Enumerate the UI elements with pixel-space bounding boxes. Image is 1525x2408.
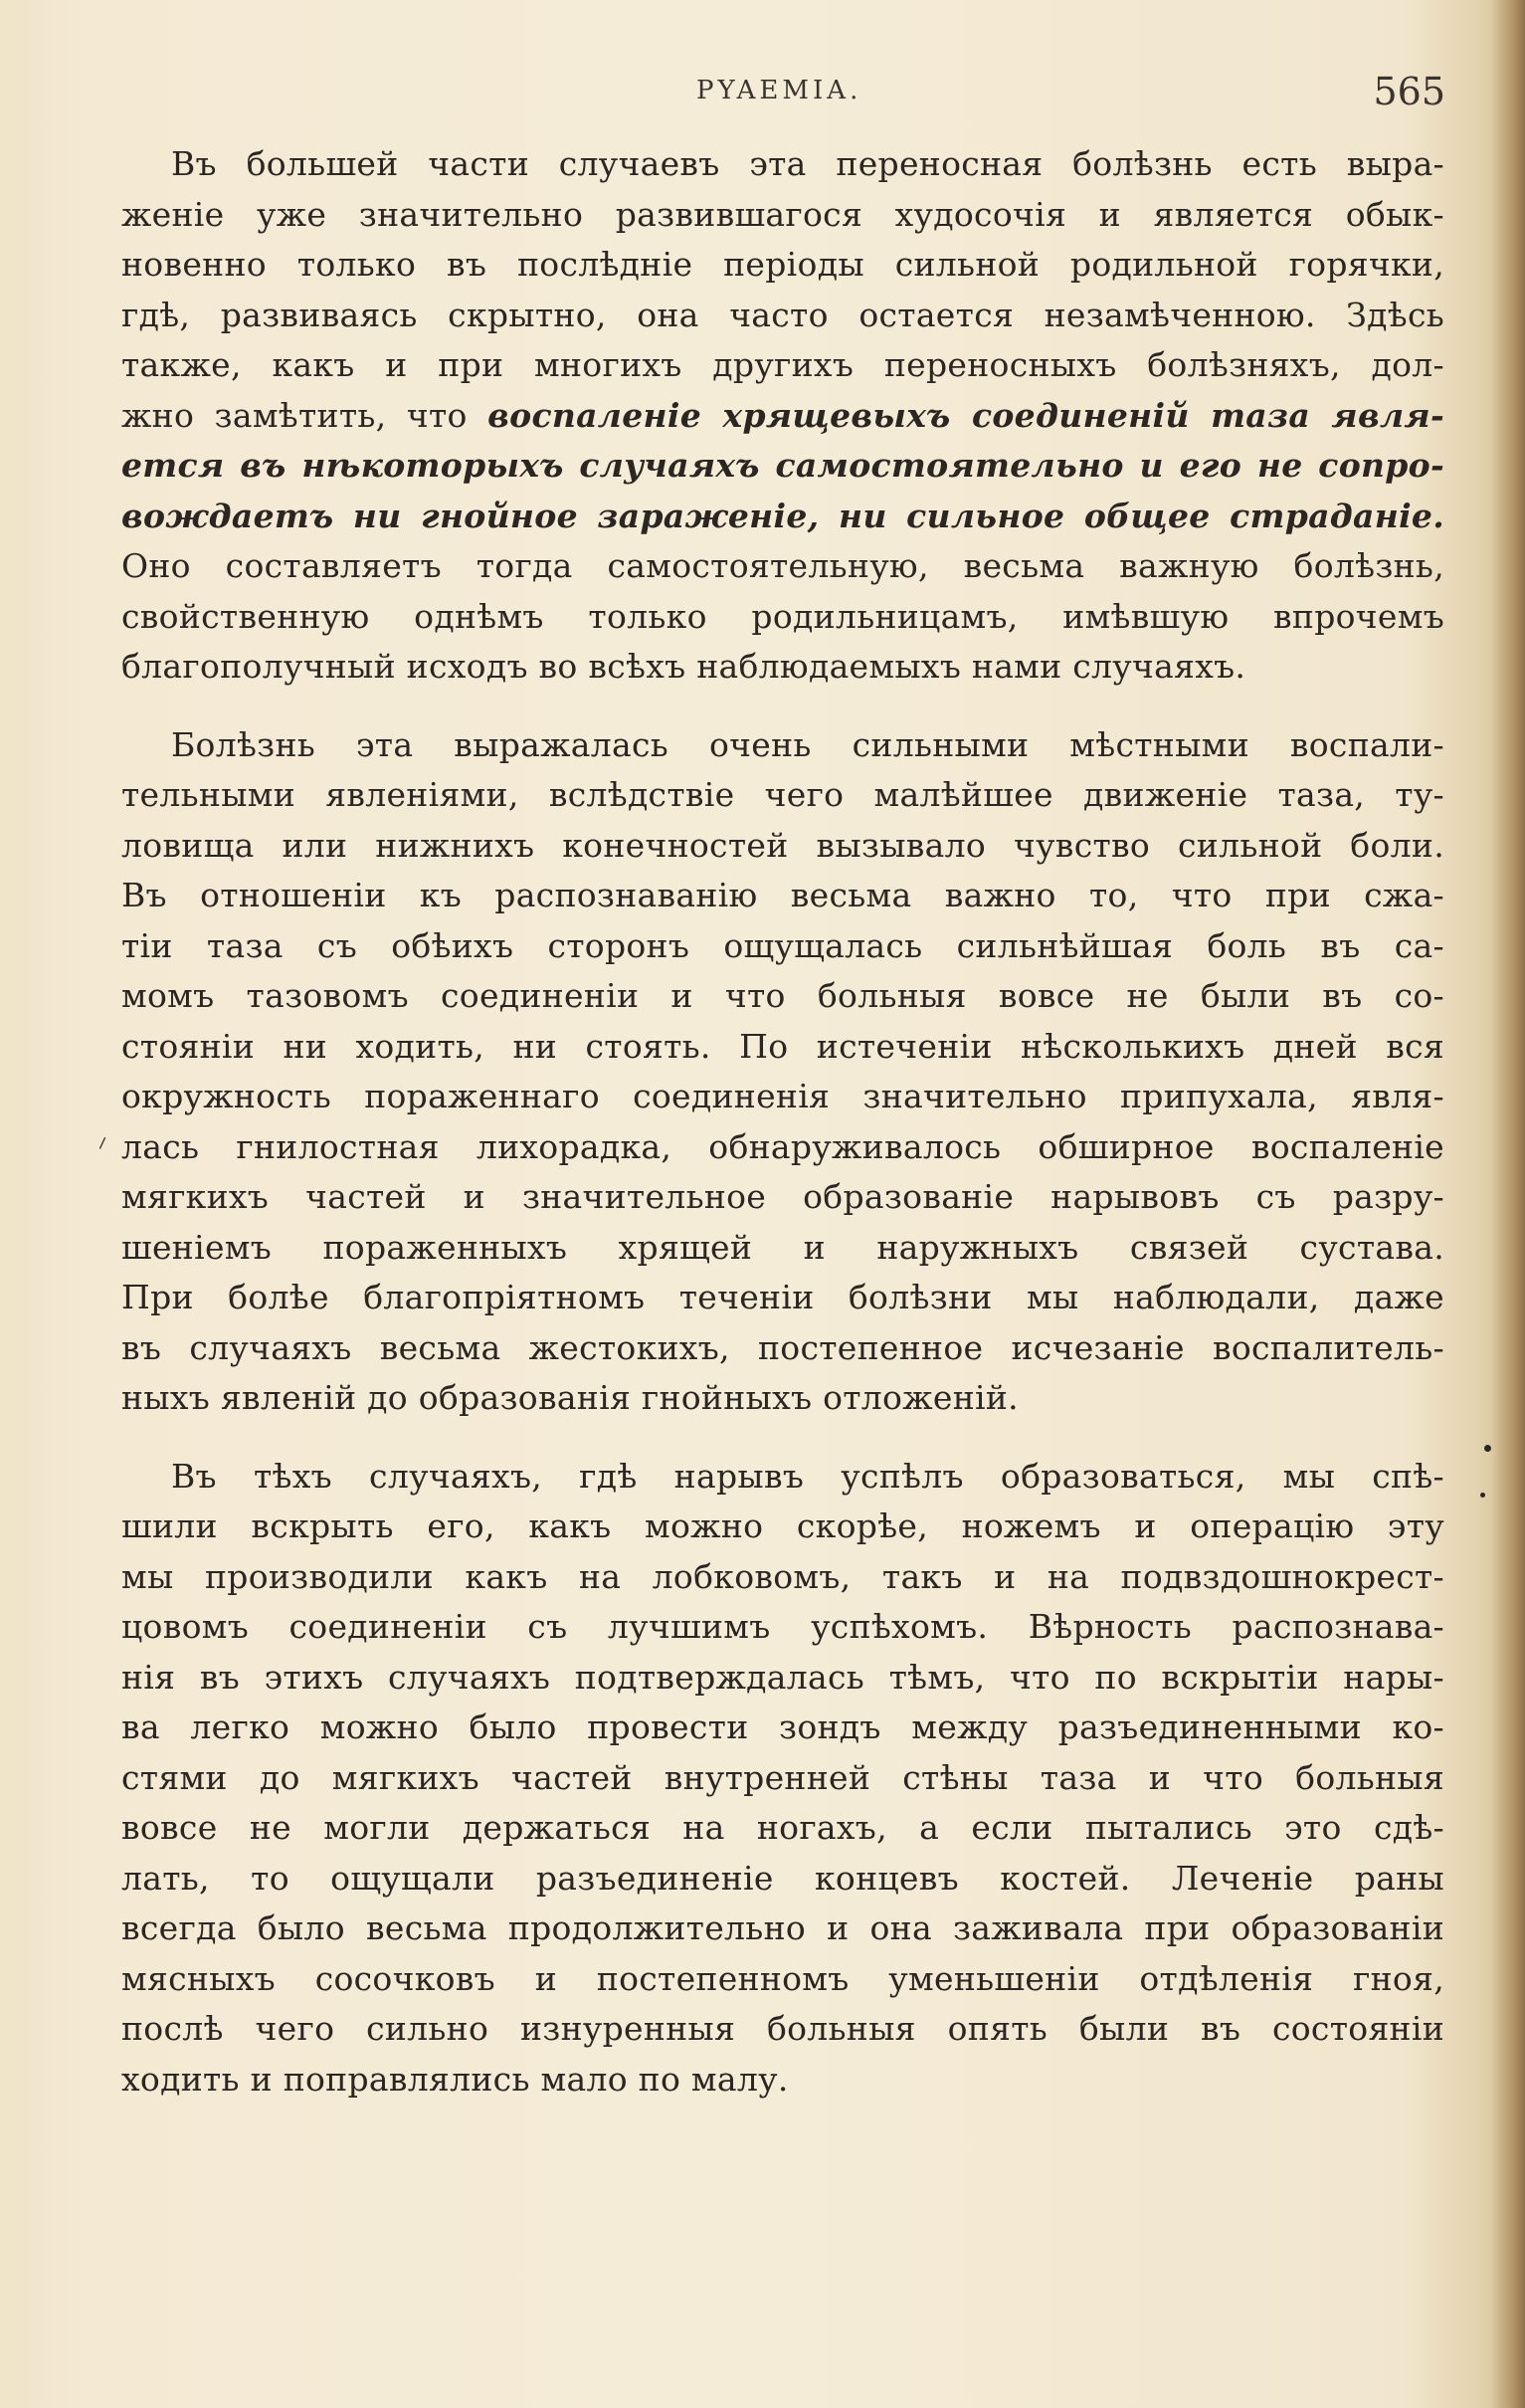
text-line: ходить и поправлялись мало по малу. <box>121 2059 789 2099</box>
running-head: PYAEMIA. <box>696 76 862 105</box>
text-line: всегда было весьма продолжительно и она заживала при образованіи <box>121 1908 1444 1947</box>
text-line: тельными явленіями, вслѣдствіе чего малѣйшее движеніе таза, ту- <box>121 775 1444 814</box>
text-line: тіи таза съ обѣихъ сторонъ ощущалась сильнѣйшая боль въ са- <box>121 925 1444 965</box>
text-line: лась гнилостная лихорадка, обнаруживалось обширное воспаленіе <box>121 1126 1444 1166</box>
text-line: въ случаяхъ весьма жестокихъ, постепенное исчезаніе воспалитель- <box>121 1327 1444 1367</box>
text-line <box>121 391 1444 442</box>
text-line: шили вскрыть его, какъ можно скорѣе, ножемъ и операцію эту <box>121 1506 1444 1545</box>
text-line: Въ тѣхъ случаяхъ, гдѣ нарывъ успѣлъ образоваться, мы спѣ- <box>171 1456 1444 1496</box>
text-segment: жно замѣтить, что <box>121 395 488 435</box>
text-line: Въ отношеніи къ распознаванію весьма важно то, что при сжа- <box>121 876 1444 914</box>
text-line: нія въ этихъ случаяхъ подтверждалась тѣмъ, что по вскрытіи нары- <box>121 1657 1444 1697</box>
text-line: Оно составляетъ тогда самостоятельную, весьма важную болѣзнь, <box>121 546 1444 585</box>
text-line: ловища или нижнихъ конечностей вызывало чувство сильной боли. <box>121 825 1444 865</box>
text-line: послѣ чего сильно изнуренныя больныя опять были въ состояніи <box>121 2009 1444 2048</box>
text-line: Болѣзнь эта выражалась очень сильными мѣстными воспали- <box>171 724 1444 764</box>
text-line: свойственную однѣмъ только родильницамъ, имѣвшую впрочемъ <box>121 596 1444 636</box>
paragraph <box>121 1452 1444 2106</box>
text-line: женіе уже значительно развившагося худосочія и является обык- <box>121 194 1444 234</box>
margin-tick-mark: ⸝ <box>89 1121 112 1155</box>
text-line: шеніемъ пораженныхъ хрящей и наружныхъ связей сустава. <box>121 1227 1444 1267</box>
body-text <box>121 139 1444 2132</box>
paragraph <box>121 139 1444 693</box>
emphasized-text: вождаетъ ни гнойное зараженіе, ни сильное общее страданіе. <box>121 496 1444 535</box>
text-line: лать, то ощущали разъединеніе концевъ костей. Леченіе раны <box>121 1858 1444 1898</box>
page-number: 565 <box>1373 70 1445 113</box>
text-line <box>121 441 1444 492</box>
paragraph <box>121 720 1444 1424</box>
text-line: Въ большей части случаевъ эта переносная болѣзнь есть выра- <box>171 144 1444 183</box>
text-line: новенно только въ послѣдніе періоды сильной родильной горячки, <box>121 245 1444 284</box>
text-line: При болѣе благопріятномъ теченіи болѣзни мы наблюдали, даже <box>121 1278 1444 1316</box>
text-line: цовомъ соединеніи съ лучшимъ успѣхомъ. Вѣрность распознава- <box>121 1607 1444 1646</box>
ink-speck <box>1484 1445 1491 1452</box>
text-line: вовсе не могли держаться на ногахъ, а если пытались это сдѣ- <box>121 1808 1444 1847</box>
text-line: гдѣ, развиваясь скрытно, она часто остается незамѣченною. Здѣсь <box>121 295 1444 334</box>
ink-speck <box>1480 1493 1485 1498</box>
text-line: окружность пораженнаго соединенія значительно припухала, явля- <box>121 1077 1444 1115</box>
text-line: мы производили какъ на лобковомъ, такъ и на подвздошнокрест- <box>121 1556 1444 1596</box>
text-line: момъ тазовомъ соединеніи и что больныя вовсе не были въ со- <box>121 976 1444 1015</box>
text-line: стояніи ни ходить, ни стоять. По истеченіи нѣсколькихъ дней вся <box>121 1026 1444 1066</box>
text-line: ныхъ явленій до образованія гнойныхъ отложеній. <box>121 1378 1019 1417</box>
text-line: ва легко можно было провести зондъ между разъединенными ко- <box>121 1707 1444 1746</box>
text-line: мясныхъ сосочковъ и постепенномъ уменьшеніи отдѣленія гноя, <box>121 1958 1444 1998</box>
text-line: стями до мягкихъ частей внутренней стѣны таза и что больныя <box>121 1757 1444 1797</box>
text-line: также, какъ и при многихъ другихъ переносныхъ болѣзняхъ, дол- <box>121 345 1444 384</box>
text-line: мягкихъ частей и значительное образованіе нарывовъ съ разру- <box>121 1177 1444 1216</box>
text-line <box>121 492 1444 542</box>
emphasized-text: воспаленіе хрящевыхъ соединеній таза явля- <box>487 395 1444 435</box>
page-edge-shadow <box>1491 0 1525 2408</box>
text-line: благополучный исходъ во всѣхъ наблюдаемыхъ нами случаяхъ. <box>121 647 1246 686</box>
emphasized-text: ется въ нѣкоторыхъ случаяхъ самостоятельно и его не сопро- <box>121 446 1444 485</box>
